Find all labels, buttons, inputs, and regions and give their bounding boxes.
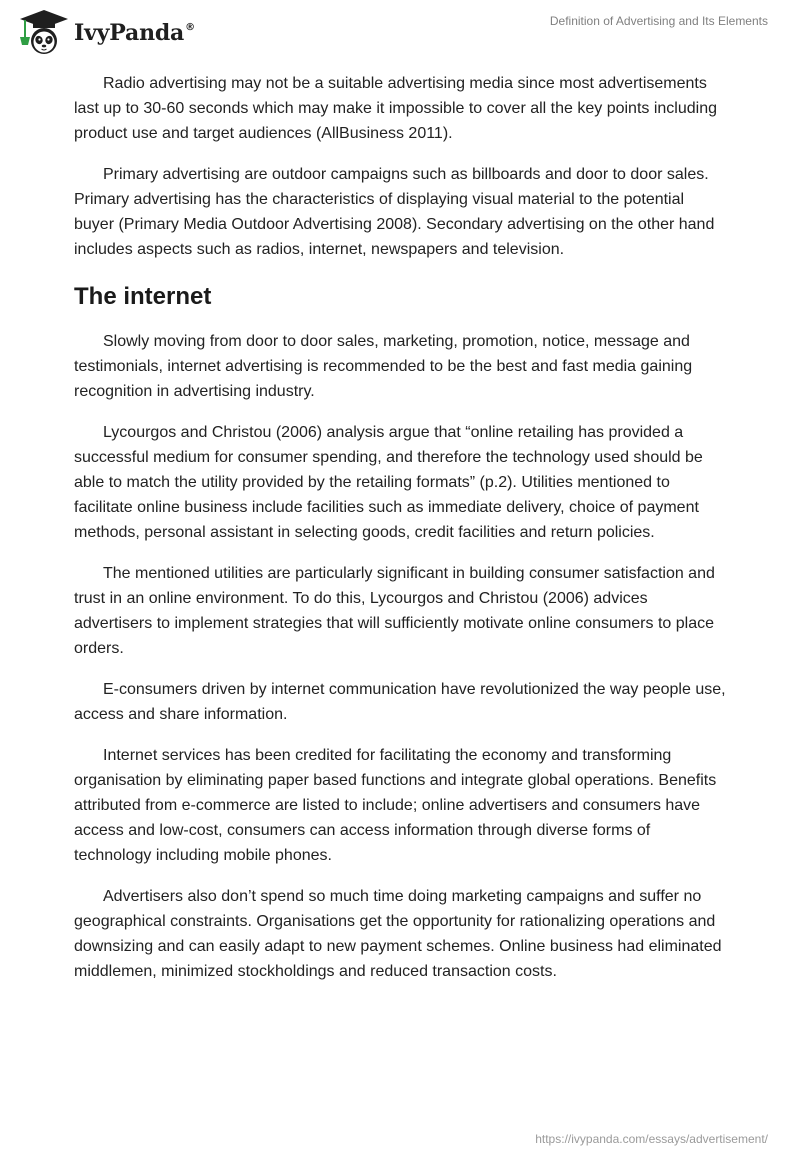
document-title: Definition of Advertising and Its Elements	[549, 14, 768, 28]
essay-body	[74, 71, 728, 1000]
paragraph-advertisers: Advertisers also don’t spend so much time doing marketing campaigns and suffer no geographical constraints. Organisations get the opportunity for rationalizing operations and downsizing and can easily adapt to new payment schemes. Online business had eliminated middlemen, minimized stockholdings and reduced transaction costs.	[74, 888, 722, 980]
paragraph-primary-advertising: Primary advertising are outdoor campaigns such as billboards and door to door sales. Primary advertising has the characteristics of displaying visual material to the potential buyer (Primary Media Outdoor Advertising 2008). Secondary advertising on the other hand includes aspects such as radios, internet, newspapers and television.	[74, 166, 715, 258]
source-url[interactable]: https://ivypanda.com/essays/advertisement/	[535, 1132, 768, 1146]
paragraph-radio-advertising: Radio advertising may not be a suitable advertising media since most advertisements last up to 30-60 seconds which may make it impossible to cover all the key points including product use and target audiences (AllBusiness 2011).	[74, 75, 717, 142]
paragraph-lycourgos-christou: Lycourgos and Christou (2006) analysis argue that “online retailing has provided a successful medium for consumer spending, and therefore the technology used should be able to match the utility provided by the retailing formats” (p.2). Utilities mentioned to facilitate online business include facilities such as immediate delivery, choice of payment methods, personal assistant in selecting goods, credit facilities and return policies.	[74, 424, 703, 541]
paragraph-e-consumers: E-consumers driven by internet communication have revolutionized the way people use, access and share information.	[74, 681, 726, 723]
section-heading-internet: The internet	[74, 283, 212, 310]
page-header	[0, 0, 800, 60]
paragraph-mentioned-utilities: The mentioned utilities are particularly significant in building consumer satisfaction and trust in an online environment. To do this, Lycourgos and Christou (2006) advices advertisers to implement strategies that will sufficiently motivate online consumers to place orders.	[74, 565, 715, 657]
logo-name: IvyPanda	[74, 20, 185, 46]
paragraph-internet-services: Internet services has been credited for facilitating the economy and transforming organisation by eliminating paper based functions and integrate global operations. Benefits attributed from e-commerce are listed to include; online advertisers and consumers have access and low-cost, consumers can access information through diverse forms of technology including mobile phones.	[74, 747, 717, 864]
ivypanda-logo[interactable]	[14, 8, 195, 56]
paragraph-slowly-moving: Slowly moving from door to door sales, marketing, promotion, notice, message and testimonials, internet advertising is recommended to be the best and fast media gaining recognition in advertising industry.	[74, 333, 693, 400]
panda-graduate-icon	[14, 8, 70, 56]
registered-mark: ®	[185, 22, 195, 33]
logo-wordmark	[74, 20, 195, 46]
